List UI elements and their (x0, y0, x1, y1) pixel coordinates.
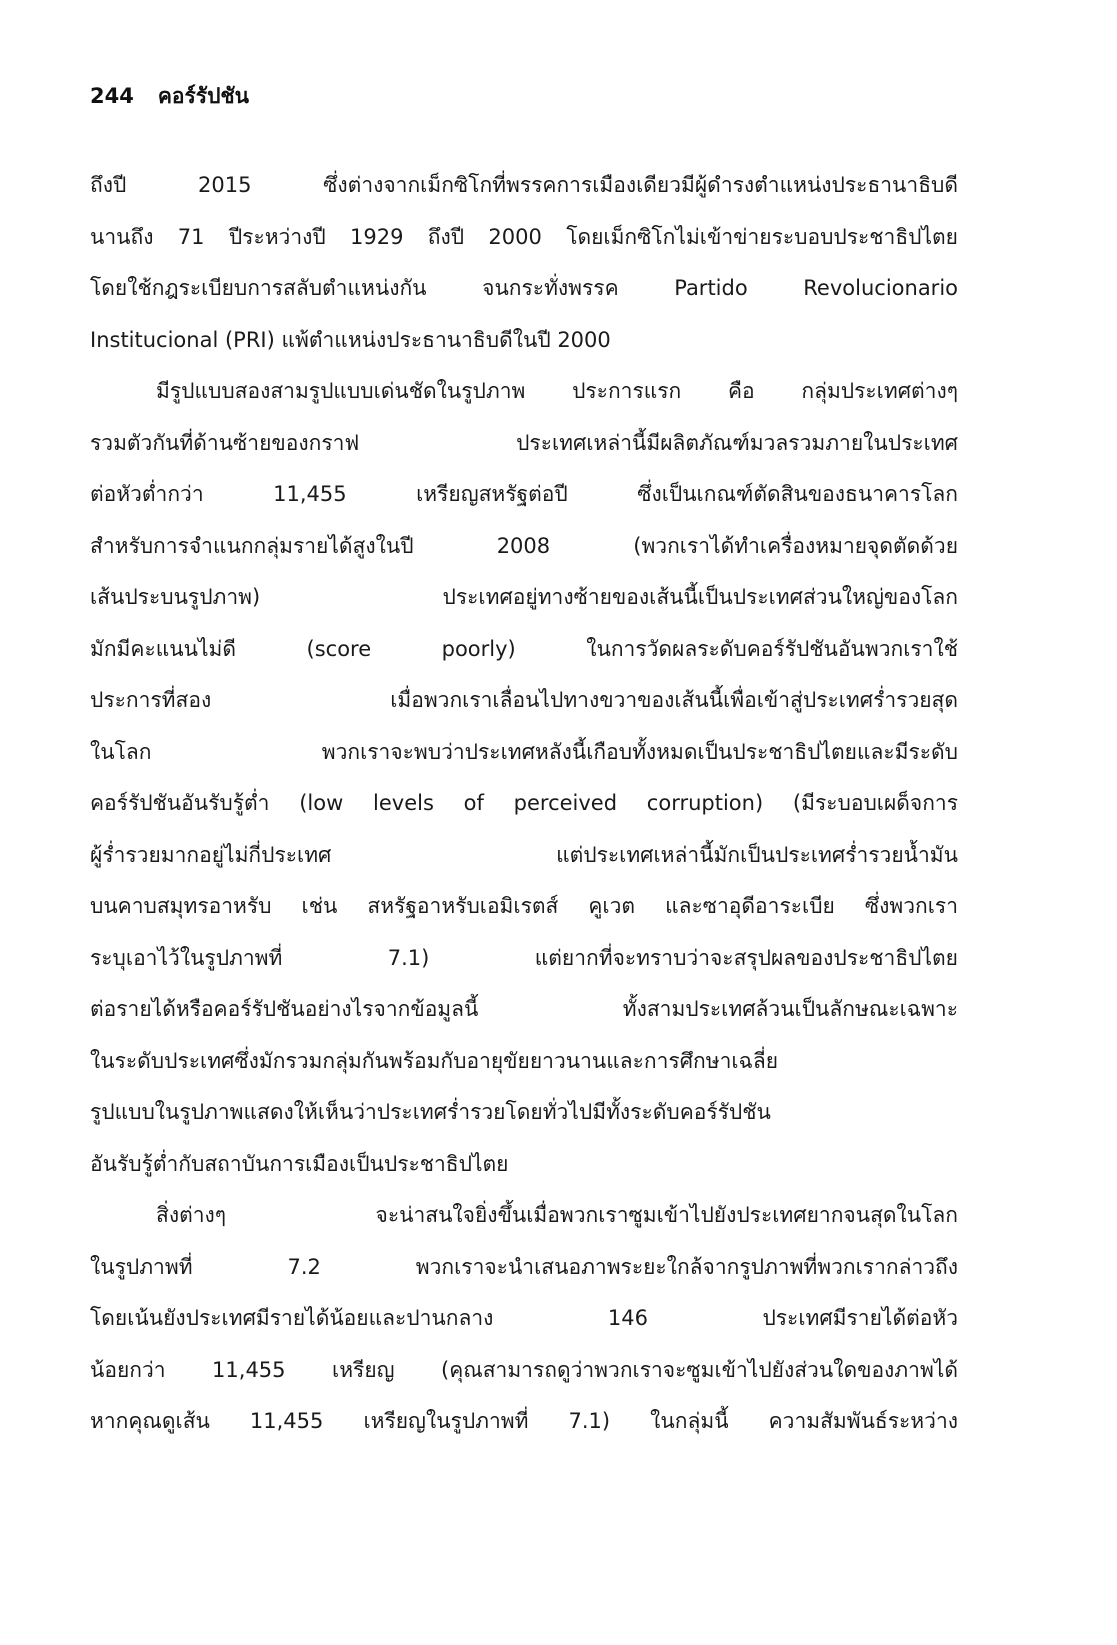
text-line: น้อยกว่า 11,455 เหรียญ (คุณสามารถดูว่าพวกเราจะซูมเข้าไปยังส่วนใดของภาพได้ (90, 1357, 958, 1382)
running-header (90, 80, 249, 113)
text-line: หากคุณดูเส้น 11,455 เหรียญในรูปภาพที่ 7.1) ในกลุ่มนี้ ความสัมพันธ์ระหว่าง (90, 1409, 958, 1433)
text-line: ในโลก พวกเราจะพบว่าประเทศหลังนี้เกือบทั้งหมดเป็นประชาธิปไตยและมีระดับ (90, 739, 958, 764)
text-line: Institucional (PRI) แพ้ตำแหน่งประธานาธิบดีในปี 2000 (90, 327, 611, 352)
paragraph (90, 1190, 958, 1448)
text-line: สำหรับการจำแนกกลุ่มรายได้สูงในปี 2008 (พวกเราได้ทำเครื่องหมายจุดตัดด้วย (90, 533, 958, 558)
text-line: นานถึง 71 ปีระหว่างปี 1929 ถึงปี 2000 โดยเม็กซิโกไม่เข้าข่ายระบอบประชาธิปไตย (90, 224, 958, 249)
text-line: ผู้ร่ำรวยมากอยู่ไม่กี่ประเทศ แต่ประเทศเหล่านี้มักเป็นประเทศร่ำรวยน้ำมัน (90, 842, 958, 867)
text-line: รวมตัวกันที่ด้านซ้ายของกราฟ ประเทศเหล่านี้มีผลิตภัณฑ์มวลรวมภายในประเทศ (90, 430, 958, 455)
text-line: มีรูปแบบสองสามรูปแบบเด่นชัดในรูปภาพ ประการแรก คือ กลุ่มประเทศต่างๆ (156, 379, 958, 403)
text-line: ต่อรายได้หรือคอร์รัปชันอย่างไรจากข้อมูลนี้ ทั้งสามประเทศล้วนเป็นลักษณะเฉพาะ (90, 997, 958, 1021)
paragraph (90, 160, 958, 366)
text-line: อันรับรู้ต่ำกับสถาบันการเมืองเป็นประชาธิปไตย (90, 1151, 509, 1176)
text-line: รูปแบบในรูปภาพแสดงให้เห็นว่าประเทศร่ำรวยโดยทั่วไปมีทั้งระดับคอร์รัปชัน (90, 1100, 771, 1124)
text-line: ในรูปภาพที่ 7.2 พวกเราจะนำเสนอภาพระยะใกล้จากรูปภาพที่พวกเรากล่าวถึง (90, 1254, 958, 1279)
text-line: ถึงปี 2015 ซึ่งต่างจากเม็กซิโกที่พรรคการเมืองเดียวมีผู้ดำรงตำแหน่งประธานาธิบดี (90, 173, 958, 197)
text-line: ต่อหัวต่ำกว่า 11,455 เหรียญสหรัฐต่อปี ซึ่งเป็นเกณฑ์ตัดสินของธนาคารโลก (90, 482, 958, 506)
running-title: คอร์รัปชัน (157, 84, 250, 108)
page-number: 244 (90, 84, 134, 108)
text-line: ระบุเอาไว้ในรูปภาพที่ 7.1) แต่ยากที่จะทราบว่าจะสรุปผลของประชาธิปไตย (90, 945, 958, 970)
text-line: เส้นประบนรูปภาพ) ประเทศอยู่ทางซ้ายของเส้นนี้เป็นประเทศส่วนใหญ่ของโลก (90, 585, 958, 609)
text-line: มักมีคะแนนไม่ดี (score poorly) ในการวัดผลระดับคอร์รัปชันอันพวกเราใช้ (90, 636, 958, 661)
text-line: สิ่งต่างๆ จะน่าสนใจยิ่งขึ้นเมื่อพวกเราซูมเข้าไปยังประเทศยากจนสุดในโลก (156, 1203, 958, 1227)
text-line: บนคาบสมุทรอาหรับ เช่น สหรัฐอาหรับเอมิเรตส์ คูเวต และซาอุดีอาระเบีย ซึ่งพวกเรา (90, 894, 958, 918)
paragraph (90, 366, 958, 1190)
text-line: โดยเน้นยังประเทศมีรายได้น้อยและปานกลาง 146 ประเทศมีรายได้ต่อหัว (90, 1306, 958, 1330)
text-line: ประการที่สอง เมื่อพวกเราเลื่อนไปทางขวาของเส้นนี้เพื่อเข้าสู่ประเทศร่ำรวยสุด (90, 688, 958, 712)
text-line: คอร์รัปชันอันรับรู้ต่ำ (low levels of perceived corruption) (มีระบอบเผด็จการ (90, 791, 958, 815)
text-line: โดยใช้กฎระเบียบการสลับตำแหน่งกัน จนกระทั่งพรรค Partido Revolucionario (90, 276, 958, 300)
body-text (90, 160, 958, 1448)
text-line: ในระดับประเทศซึ่งมักรวมกลุ่มกันพร้อมกับอายุขัยยาวนานและการศึกษาเฉลี่ย (90, 1048, 779, 1073)
